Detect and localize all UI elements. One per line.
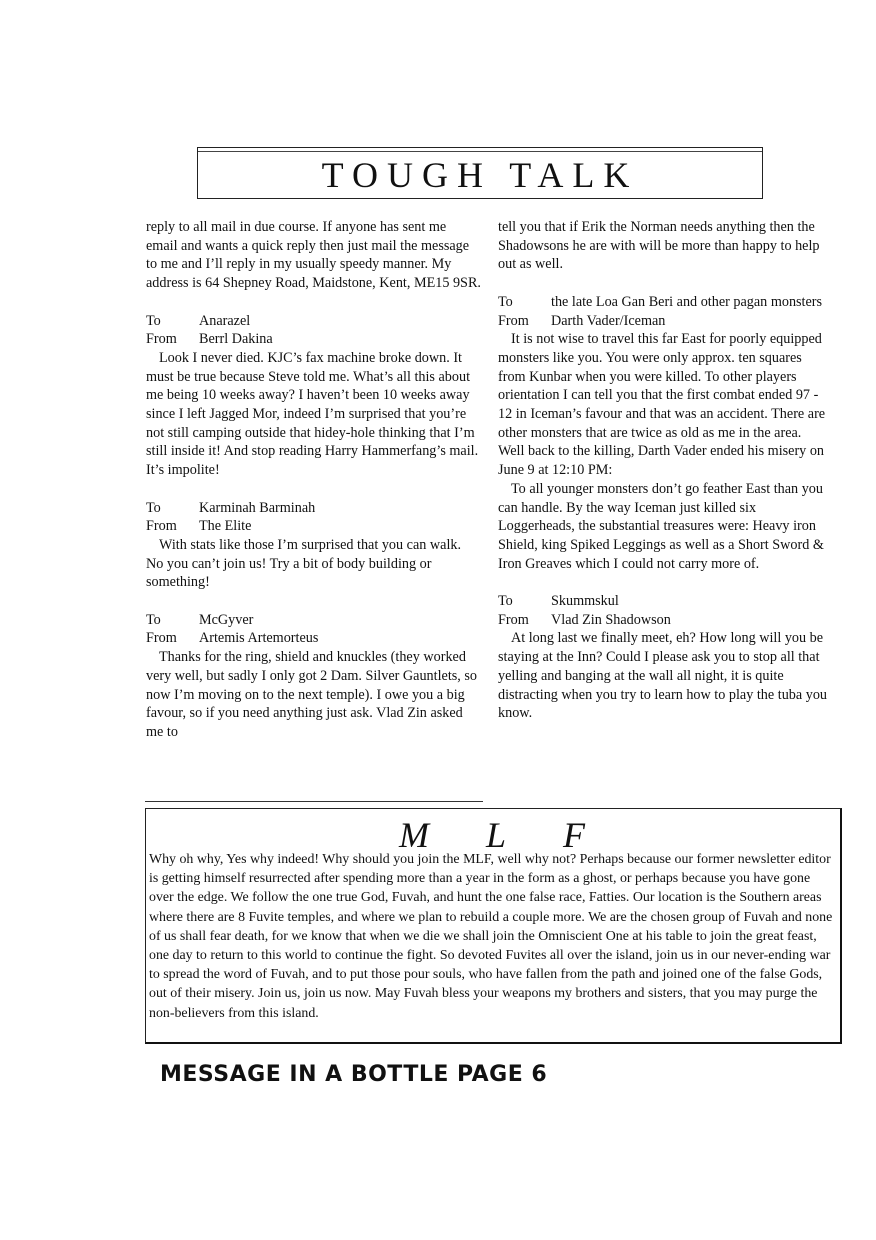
section-header-box: [197, 147, 763, 199]
left-column: [146, 218, 481, 742]
letter-body: At long last we finally meet, eh? How long will you be staying at the Inn? Could I please ask you to stop all that yelling and banging at the wall all night, it is quite distracting when you try to learn how to play the tuba you know.: [498, 630, 828, 722]
mlf-letter-l: L: [485, 815, 509, 855]
letter: [498, 592, 828, 723]
letter: [146, 312, 481, 480]
to-label: To: [498, 293, 513, 310]
recipient: Karminah Barminah: [199, 499, 316, 516]
letter-body: It is not wise to travel this far East for poorly equipped monsters like you. You were only approx. ten squares from Kunbar when you were killed. To other players orientation I can tell you that the first combat ended 97 - 12 in Iceman’s favour and that was an accident. There are other monsters that are twice as old as me in the area. Well back to the killing, Darth Vader ended his misery on June 9 at 12:10 PM:: [498, 331, 826, 479]
recipient: Skummskul: [551, 593, 619, 610]
mlf-letter-m: M: [398, 815, 431, 855]
recipient: Anarazel: [199, 312, 251, 329]
sender: The Elite: [199, 518, 252, 535]
letter-to: [146, 499, 481, 518]
to-label: To: [146, 499, 161, 516]
letter-body-continued: To all younger monsters don’t go feather East than you can handle. By the way Iceman just killed six Loggerheads, the substantial treasures were: Heavy iron Shield, king Spiked Leggings as well as a Short Sword & Iron Greaves which I could not carry more of.: [498, 480, 824, 572]
letter-to: [146, 312, 481, 331]
from-label: From: [146, 518, 177, 535]
from-label: From: [146, 630, 177, 647]
letter-to: [498, 293, 828, 312]
letter: [146, 499, 481, 593]
sender: Darth Vader/Iceman: [551, 312, 666, 329]
page-footer: MESSAGE IN A BOTTLE PAGE 6: [160, 1062, 548, 1087]
to-label: To: [146, 312, 161, 329]
sender: Vlad Zin Shadowson: [551, 611, 671, 628]
letter-from: [498, 611, 828, 630]
letter-from: [146, 330, 481, 349]
right-column: [498, 218, 828, 723]
recipient: the late Loa Gan Beri and other pagan monsters: [551, 293, 823, 310]
letter: [498, 293, 828, 574]
mlf-letter-f: F: [563, 815, 588, 855]
letter-body: With stats like those I’m surprised that you can walk. No you can’t join us! Try a bit of body building or something!: [146, 536, 462, 591]
to-label: To: [146, 611, 161, 628]
from-label: From: [498, 312, 529, 329]
to-label: To: [498, 593, 513, 610]
letter-body: Look I never died. KJC’s fax machine broke down. It must be true because Steve told me. What’s all this about me being 10 weeks away? I haven’t been 10 weeks away since I left Jagged Mor, indeed I’m surprised that you’re not still camping outside that hidey-hole thinking that I’m still inside it! And stop reading Harry Hammerfang’s mail. It’s impolite!: [146, 349, 479, 479]
letter-to: [146, 611, 481, 630]
from-label: From: [498, 611, 529, 628]
letter-from: [498, 312, 828, 331]
mlf-advert-box: [145, 808, 842, 1044]
sender: Artemis Artemorteus: [199, 630, 319, 647]
recipient: McGyver: [199, 611, 254, 628]
letter-to: [498, 592, 828, 611]
letter-from: [146, 517, 481, 536]
column-intro: tell you that if Erik the Norman needs anything then the Shadowsons he are with will be more than happy to help out as well.: [498, 219, 820, 273]
from-label: From: [146, 331, 177, 348]
letter-body: Thanks for the ring, shield and knuckles (they worked very well, but sadly I only got 2 Dam. Silver Gauntlets, so now I’m moving on to the next temple). I owe you a big favour, so if you need anything just ask. Vlad Zin asked me to: [146, 649, 477, 740]
letter: [146, 611, 481, 742]
letter-from: [146, 629, 481, 648]
column-intro: reply to all mail in due course. If anyone has sent me email and wants a quick reply then just mail the message to me and I’ll reply in my usually speedy manner. My address is 64 Shepney Road, Maidstone, Kent, ME15 9SR.: [146, 219, 481, 292]
sender: Berrl Dakina: [199, 331, 273, 348]
mlf-body: Why oh why, Yes why indeed! Why should you join the MLF, well why not? Perhaps because our former newsletter editor is getting himself resurrected after spending more than a year in the form as a ghost, or perhaps because you have gone over the edge. We follow the one true God, Fuvah, and hunt the one false race, Fatties. Our location is the Southern areas where there are 8 Fuvite temples, and where we plan to rebuild a couple more. We are the chosen group of Fuvah and none of us shall fear death, for we know that when we die we shall join the Omniscient One at his table to join the great feast, one day to return to this world to continue the fight. So devoted Fuvites all over the island, join us in our never-ending war to spread the word of Fuvah, and to put those pour souls, who have fallen from the path and joined one of the false Gods, out of their misery. Join us, join us now. May Fuvah bless your weapons my brothers and sisters, that you may purge the non-believers from this island.: [149, 852, 833, 1021]
column-divider: [145, 801, 483, 802]
mlf-title: [146, 815, 840, 855]
section-title: TOUGH TALK: [321, 155, 639, 195]
